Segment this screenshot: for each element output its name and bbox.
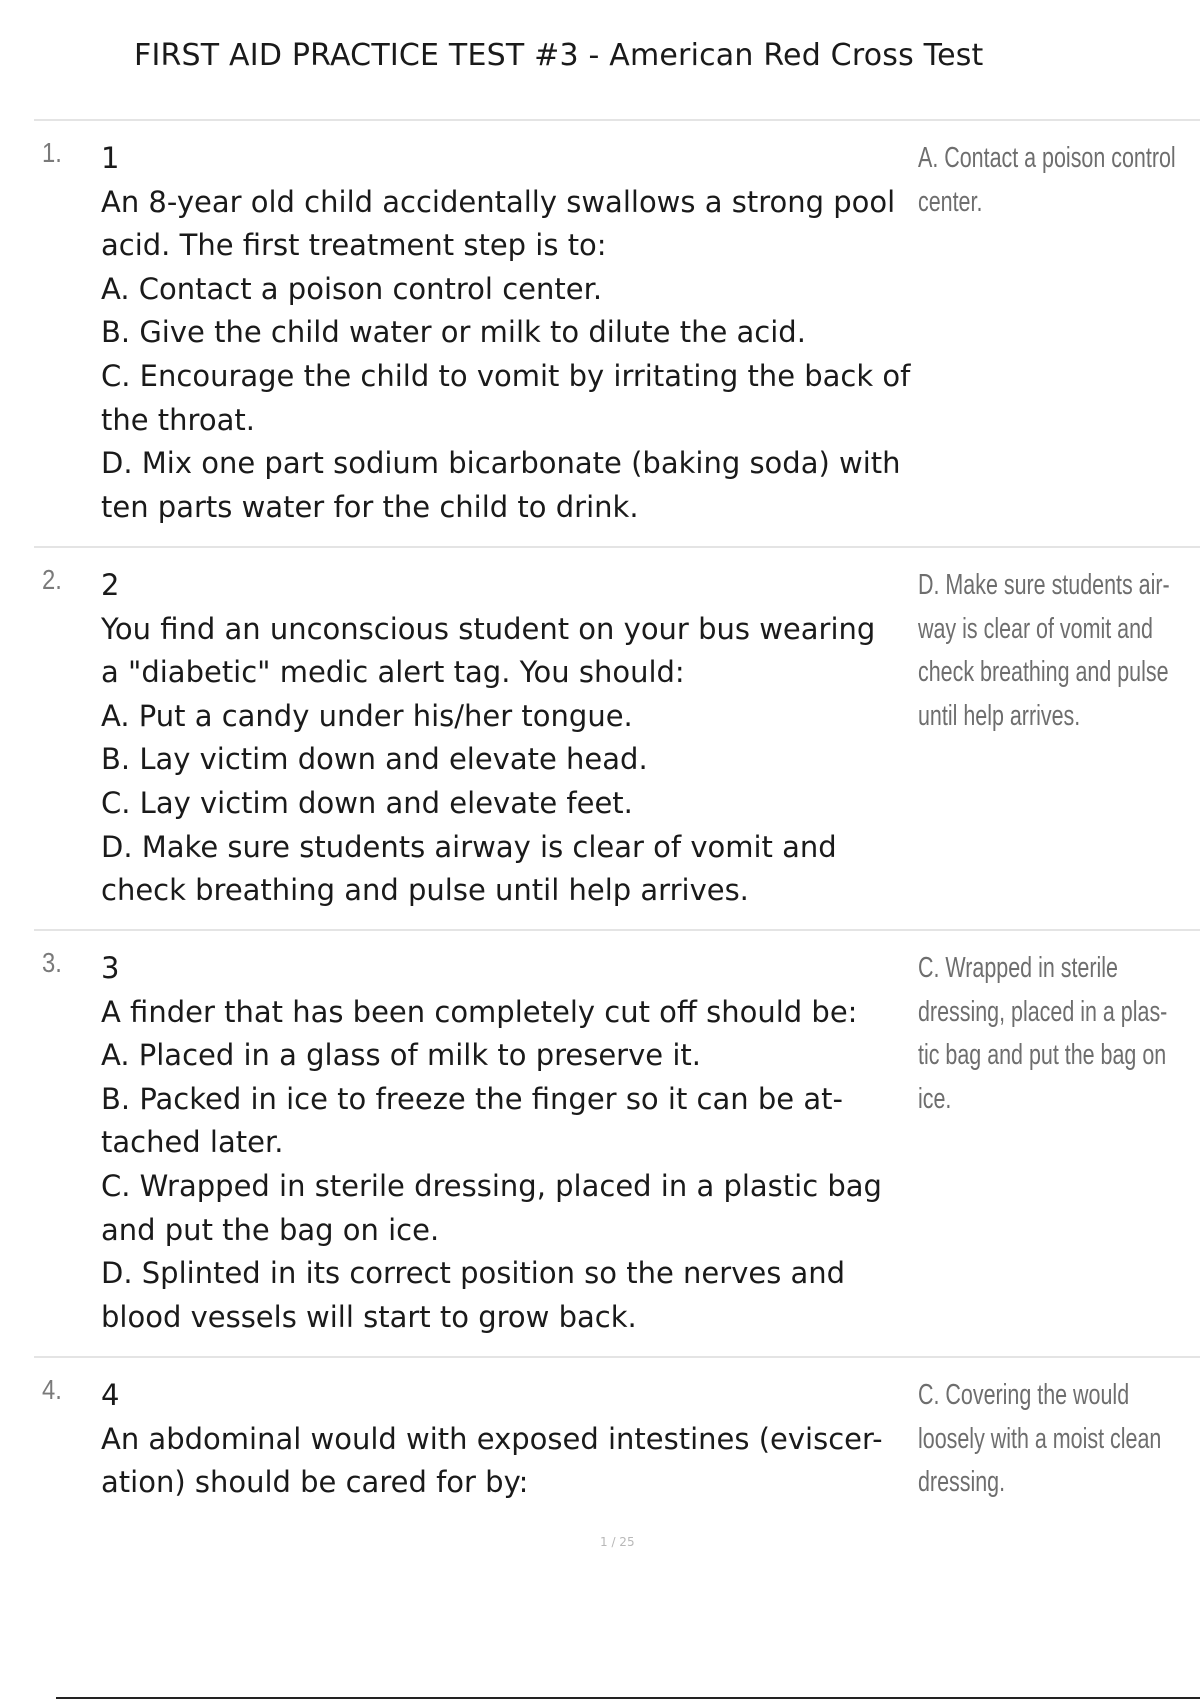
question-text [101, 137, 916, 529]
option-c-cont: the throat. [101, 402, 255, 437]
option-a: A. Contact a poison control center. [101, 271, 603, 306]
question-line: An abdominal would with exposed intestines (eviscer- [101, 1421, 883, 1456]
answer-line: A. Contact a poison control [918, 142, 1176, 174]
answer-line: tic bag and put the bag on [918, 1039, 1167, 1072]
answer-line: C. Wrapped in sterile [918, 952, 1118, 984]
answer-line: dressing, placed in a plas- [918, 995, 1168, 1028]
option-a: A. Put a candy under his/her tongue. [101, 698, 633, 733]
divider [34, 546, 1200, 548]
question-number: 2 [101, 568, 120, 602]
option-b: B. Packed in ice to freeze the finger so it can be at- [101, 1081, 843, 1116]
divider [34, 929, 1200, 931]
question-line: acid. The first treatment step is to: [101, 228, 607, 263]
page-number: 1 / 25 [600, 1535, 635, 1549]
answer-line: ice. [918, 1082, 952, 1115]
option-d: D. Splinted in its correct position so the nerves and [101, 1256, 846, 1291]
card-index: 3. [42, 947, 62, 978]
answer-line: center. [918, 185, 983, 218]
option-b-cont: tached later. [101, 1125, 284, 1160]
question-text [101, 564, 916, 913]
option-d-cont: check breathing and pulse until help arrives. [101, 873, 749, 908]
option-c: C. Encourage the child to vomit by irritating the back of [101, 358, 911, 393]
question-line: ation) should be cared for by: [101, 1465, 529, 1500]
answer-line: way is clear of vomit and [918, 612, 1153, 645]
answer-text [918, 137, 1200, 224]
question-line: A finder that has been completely cut off should be: [101, 994, 858, 1029]
option-b: B. Lay victim down and elevate head. [101, 742, 648, 777]
answer-line: loosely with a moist clean [918, 1422, 1162, 1455]
answer-text [918, 1374, 1200, 1505]
question-number: 3 [101, 951, 120, 985]
divider [34, 1356, 1200, 1358]
option-c: C. Lay victim down and elevate feet. [101, 785, 633, 820]
answer-line: D. Make sure students air- [918, 569, 1170, 601]
question-line: a "diabetic" medic alert tag. You should: [101, 655, 685, 690]
question-line: An 8-year old child accidentally swallows a strong pool [101, 184, 896, 219]
card-index: 4. [42, 1374, 62, 1405]
answer-line: C. Covering the would [918, 1379, 1130, 1411]
page-title: FIRST AID PRACTICE TEST #3 - American Red Cross Test [134, 38, 984, 73]
option-d-cont: ten parts water for the child to drink. [101, 489, 639, 524]
answer-line: check breathing and pulse [918, 656, 1169, 689]
card-index: 1. [42, 137, 62, 168]
option-c-cont: and put the bag on ice. [101, 1212, 440, 1247]
option-b: B. Give the child water or milk to dilute the acid. [101, 315, 806, 350]
question-text [101, 1374, 916, 1505]
card-index: 2. [42, 564, 62, 595]
option-c: C. Wrapped in sterile dressing, placed in a plastic bag [101, 1168, 882, 1203]
question-line: You find an unconscious student on your bus wearing [101, 611, 876, 646]
option-d: D. Mix one part sodium bicarbonate (baking soda) with [101, 446, 901, 481]
option-a: A. Placed in a glass of milk to preserve it. [101, 1038, 701, 1073]
footer-divider [56, 1697, 1200, 1699]
divider [34, 119, 1200, 121]
answer-line: dressing. [918, 1466, 1006, 1499]
answer-line: until help arrives. [918, 699, 1081, 732]
question-text [101, 947, 916, 1339]
option-d-cont: blood vessels will start to grow back. [101, 1299, 637, 1334]
answer-text [918, 564, 1200, 738]
question-number: 1 [101, 141, 120, 175]
option-d: D. Make sure students airway is clear of vomit and [101, 829, 837, 864]
answer-text [918, 947, 1200, 1121]
question-number: 4 [101, 1378, 120, 1412]
